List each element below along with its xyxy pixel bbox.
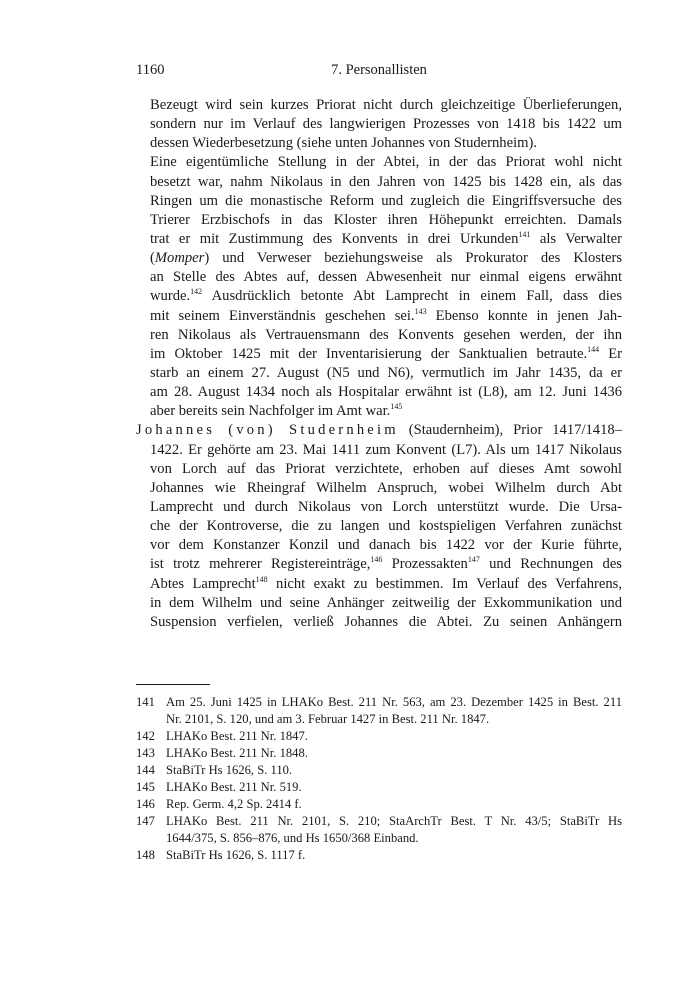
- footnote-number: 145: [136, 780, 155, 794]
- footnote-text: LHAKo Best. 211 Nr. 519.: [166, 780, 302, 794]
- text-line: wurde.$^{142}$ Ausdrücklich betonte Abt Lamprecht in einem Fall, dass dies: [150, 287, 622, 305]
- footnote: [136, 694, 622, 728]
- footnote-text: Nr. 2101, S. 120, und am 3. Februar 1427 in Best. 211 Nr. 1847.: [166, 712, 490, 726]
- footnote: [136, 745, 622, 762]
- text-line: trat er mit Zustimmung des Konvents in drei Urkunden$^{141}$ als Verwalter: [150, 229, 622, 247]
- footnote: [136, 796, 622, 813]
- text-line: an Stelle des Abtes auf, dessen Abwesenheit nur einmal eigens erwähnt: [150, 269, 622, 286]
- text-line: besetzt war, nahm Nikolaus in den Jahren von 1425 bis 1428 ein, als das: [150, 173, 622, 190]
- text-line: Bezeugt wird sein kurzes Priorat nicht durch gleichzeitige Überlieferungen,: [150, 97, 622, 113]
- footnote-divider: [136, 684, 210, 685]
- page-number: 1160: [136, 62, 165, 78]
- text-line: ren Nikolaus als Vertrauensmann des Konvents gesehen werden, der ihn: [150, 326, 622, 343]
- text-line: vor dem Konstanzer Konzil und danach bis 1422 vor der Kurie führte,: [150, 537, 622, 554]
- footnote-text: Am 25. Juni 1425 in LHAKo Best. 211 Nr. 563, am 23. Dezember 1425 in Best. 211: [166, 695, 622, 709]
- footnote-ref: 144: [587, 344, 600, 354]
- text-line: Johannes (von) Studernheim (Staudernheim), Prior 1417/1418–: [136, 422, 622, 439]
- footnote-text: LHAKo Best. 211 Nr. 1848.: [166, 746, 308, 760]
- footnote: [136, 779, 622, 796]
- text-line: von Lorch auf das Priorat verzichtete, erhoben auf dieses Amt sowohl: [150, 460, 622, 477]
- footnote-text: LHAKo Best. 211 Nr. 2101, S. 210; StaArchTr Best. T Nr. 43/5; StaBiTr Hs: [166, 814, 622, 828]
- footnote-text: StaBiTr Hs 1626, S. 1117 f.: [166, 848, 306, 862]
- text-line: Abtes Lamprecht$^{148}$ nicht exakt zu bestimmen. Im Verlauf des Verfahrens,: [150, 574, 623, 592]
- footnote-number: 147: [136, 814, 155, 828]
- text-line: mit seinem Einverständnis geschehen sei.$^{143}$ Ebenso konnte in jenen Jah-: [150, 306, 622, 324]
- footnote-ref: 148: [255, 574, 268, 584]
- text-line: sondern nur im Verlauf des langwierigen Prozesses von 1418 bis 1422 um: [150, 116, 622, 133]
- footnote-number: 143: [136, 746, 155, 760]
- footnote-number: 144: [136, 763, 155, 777]
- text-line: ist trotz mehrerer Registereinträge,$^{146}$ Prozessakten$^{147}$ und Rechnungen des: [150, 555, 622, 573]
- footnote-number: 141: [136, 695, 155, 709]
- text-line: im Oktober 1425 mit der Inventarisierung der Sanktualien betraute.$^{144}$ Er: [150, 344, 622, 362]
- text-line: Trierer Erzbischofs in das Kloster ihren Höhepunkt erreichten. Damals: [150, 211, 622, 228]
- footnote-ref: 146: [370, 555, 383, 565]
- footnote: [136, 813, 622, 847]
- footnote-ref: 141: [518, 229, 531, 239]
- footnote-number: 146: [136, 797, 155, 811]
- text-line: Johannes wie Rheingraf Wilhelm Anspruch, wobei Wilhelm durch Abt: [150, 479, 622, 496]
- text-line: starb an einem 27. August (N5 und N6), vermutlich im Jahr 1435, da er: [150, 364, 622, 381]
- footnote-number: 142: [136, 729, 155, 743]
- text-line: Ringen um die monastische Reform und zugleich die Eingriffsversuche des: [150, 192, 622, 209]
- italic-term: Momper: [154, 250, 205, 267]
- footnote: [136, 728, 622, 745]
- page-header: [136, 62, 622, 82]
- text-line: 1422. Er gehörte am 23. Mai 1411 zum Konvent (L7). Als um 1417 Nikolaus: [150, 441, 622, 458]
- text-line: che der Kontroverse, die zu langen und kostspieligen Verfahren zunächst: [150, 518, 622, 535]
- footnote-text: StaBiTr Hs 1626, S. 110.: [166, 763, 293, 777]
- text-line: Suspension verfielen, verließ Johannes die Abtei. Zu seinen Anhängern: [150, 613, 622, 630]
- footnote: [136, 762, 622, 779]
- main-text: [136, 96, 622, 632]
- text-line: Lamprecht und durch Nikolaus von Lorch unterstützt wurde. Die Ursa-: [150, 498, 622, 515]
- footnote-ref: 147: [467, 555, 480, 565]
- text-line: Eine eigentümliche Stellung in der Abtei, in der das Priorat wohl nicht: [150, 154, 622, 171]
- footnote-text: LHAKo Best. 211 Nr. 1847.: [166, 729, 308, 743]
- person-name: Johannes (von) Studernheim: [136, 422, 399, 439]
- text-line: in dem Wilhelm und seine Anhänger zeitweilig der Exkommunikation und: [150, 594, 622, 611]
- footnote-ref: 143: [414, 306, 427, 316]
- footnote-ref: 142: [190, 287, 203, 297]
- text-line: aber bereits sein Nachfolger im Amt war.$^{145}$: [150, 402, 403, 420]
- footnote-ref: 145: [390, 402, 403, 412]
- footnote-number: 148: [136, 848, 155, 862]
- footnote-text: 1644/375, S. 856–876, und Hs 1650/368 Einband.: [166, 831, 419, 845]
- running-title: 7. Personallisten: [331, 62, 427, 78]
- text-line: dessen Wiederbesetzung (siehe unten Johannes von Studernheim).: [150, 135, 537, 152]
- text-line: (Momper) und Verweser beziehungsweise als Prokurator des Klosters: [150, 250, 622, 267]
- footnote-text: Rep. Germ. 4,2 Sp. 2414 f.: [166, 797, 302, 811]
- footnote: [136, 847, 622, 864]
- footnotes: [136, 694, 622, 864]
- text-line: am 28. August 1434 noch als Hospitalar erwähnt ist (L8), am 12. Juni 1436: [150, 384, 622, 401]
